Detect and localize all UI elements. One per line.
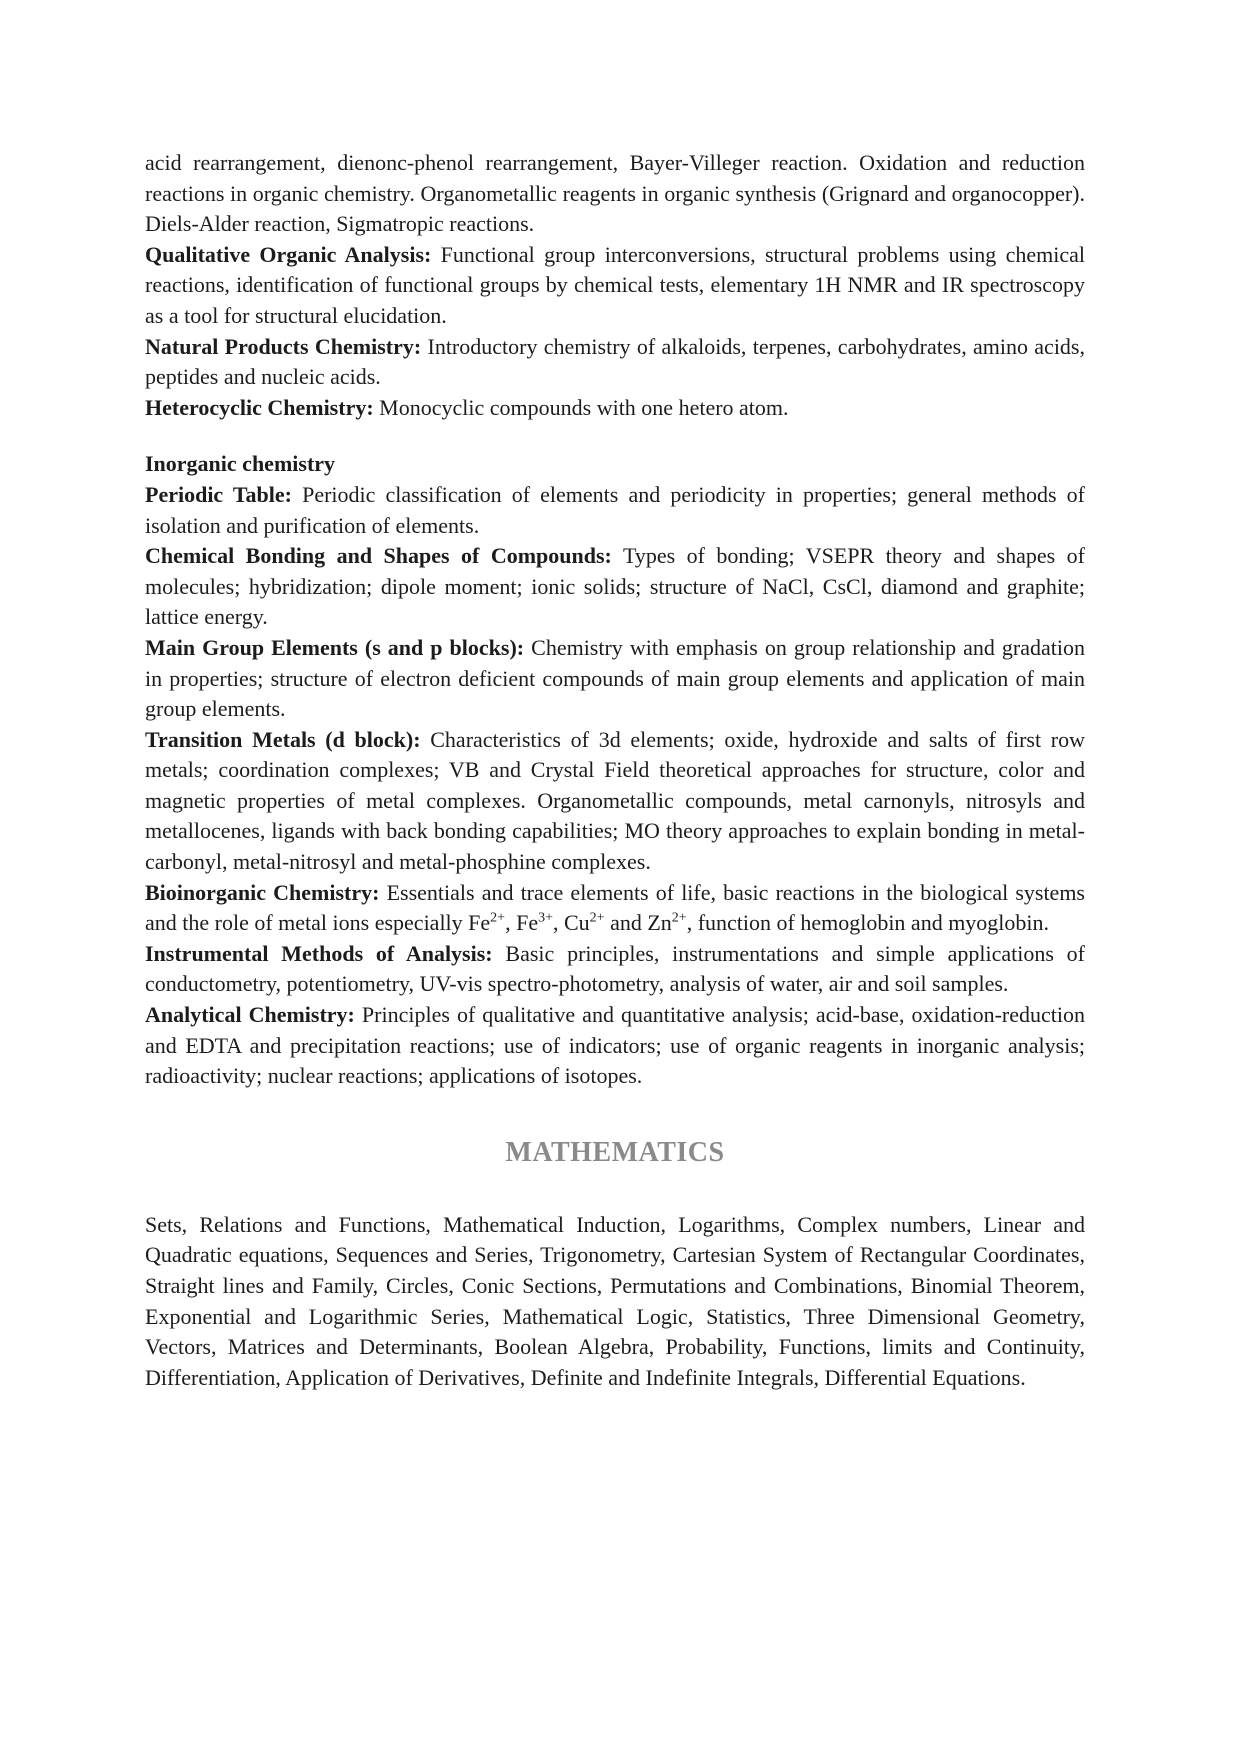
- topic-heading: Instrumental Methods of Analysis:: [145, 940, 493, 966]
- topic-text: Functional group interconversions, structural problems using chemical reactions, identification of functional groups by chemical tests, elementary 1H NMR and IR spectroscopy as a tool for structural elucidation.: [145, 241, 1085, 328]
- topic-heterocyclic-chemistry: [145, 393, 1085, 424]
- mathematics-paragraph: Sets, Relations and Functions, Mathematical Induction, Logarithms, Complex numbers, Linear and Quadratic equations, Sequences and Series, Trigonometry, Cartesian System of Rectangular Coordinates, Straight lines and Family, Circles, Conic Sections, Permutations and Combinations, Binomial Theorem, Exponential and Logarithmic Series, Mathematical Logic, Statistics, Three Dimensional Geometry, Vectors, Matrices and Determinants, Boolean Algebra, Probability, Functions, limits and Continuity, Differentiation, Application of Derivatives, Definite and Indefinite Integrals, Differential Equations.: [145, 1211, 1085, 1390]
- topic-transition-metals: [145, 725, 1085, 878]
- topic-text: Introductory chemistry of alkaloids, terpenes, carbohydrates, amino acids, peptides and nucleic acids.: [145, 333, 1085, 390]
- ion-charge-superscript: 2+: [490, 910, 506, 926]
- topic-chemical-bonding: [145, 541, 1085, 633]
- ion-charge-superscript: 3+: [538, 910, 553, 926]
- topic-main-group-elements: [145, 633, 1085, 725]
- topic-heading: Transition Metals (d block):: [145, 726, 421, 752]
- topic-text: Periodic classification of elements and periodicity in properties; general methods of isolation and purification of elements.: [145, 481, 1085, 538]
- topic-periodic-table: [145, 480, 1085, 541]
- topic-text: , function of hemoglobin and myoglobin.: [686, 910, 1050, 936]
- topic-natural-products-chemistry: [145, 332, 1085, 393]
- ion-charge-superscript: 2+: [589, 910, 605, 926]
- topic-analytical-chemistry: [145, 1000, 1085, 1092]
- topic-qualitative-organic-analysis: [145, 240, 1085, 332]
- section-spacer: [145, 423, 1085, 449]
- topic-heading: Periodic Table:: [145, 481, 292, 507]
- mathematics-title: MATHEMATICS: [505, 1136, 725, 1168]
- topic-text: Basic principles, instrumentations and simple applications of conductometry, potentiometry, UV-vis spectro-photometry, analysis of water, air and soil samples.: [145, 940, 1086, 997]
- topic-bioinorganic-chemistry: [145, 878, 1085, 939]
- topic-heading: Analytical Chemistry:: [145, 1002, 355, 1028]
- topic-heading: Natural Products Chemistry:: [145, 333, 422, 359]
- topic-heading: Bioinorganic Chemistry:: [145, 879, 380, 905]
- topic-text: Types of bonding; VSEPR theory and shapes of molecules; hybridization; dipole moment; ionic solids; structure of NaCl, CsCl, diamond and graphite; lattice energy.: [145, 543, 1085, 630]
- inorganic-section-title: Inorganic chemistry: [145, 451, 336, 477]
- topic-text: and Zn: [604, 910, 672, 936]
- topic-text: , Fe: [505, 910, 539, 936]
- topic-heading: Heterocyclic Chemistry:: [145, 394, 374, 420]
- syllabus-page: [145, 148, 1085, 1393]
- topic-heading: Qualitative Organic Analysis:: [145, 241, 432, 267]
- topic-text: , Cu: [552, 910, 590, 936]
- topic-heading: Main Group Elements (s and p blocks):: [145, 634, 525, 660]
- topic-instrumental-methods: [145, 939, 1085, 1000]
- topic-text: Monocyclic compounds with one hetero atom.: [373, 394, 789, 420]
- topic-heading: Chemical Bonding and Shapes of Compounds:: [145, 543, 612, 569]
- ion-charge-superscript: 2+: [671, 910, 687, 926]
- topic-text: Principles of qualitative and quantitative analysis; acid-base, oxidation-reduction and EDTA and precipitation reactions; use of indicators; use of organic reagents in inorganic analysis; radioactivity; nuclear reactions; applications of isotopes.: [145, 1002, 1085, 1089]
- intro-paragraph: acid rearrangement, dienonc-phenol rearrangement, Bayer-Villeger reaction. Oxidation and reduction reactions in organic chemistry. Organometallic reagents in organic synthesis (Grignard and organocopper). Diels-Alder reaction, Sigmatropic reactions.: [145, 150, 1085, 237]
- topic-text: Chemistry with emphasis on group relationship and gradation in properties; structure of electron deficient compounds of main group elements and application of main group elements.: [145, 634, 1085, 722]
- topic-text: Essentials and trace elements of life, basic reactions in the biological systems and the role of metal ions especially Fe: [145, 879, 1085, 936]
- topic-text: Characteristics of 3d elements; oxide, hydroxide and salts of first row metals; coordination complexes; VB and Crystal Field theoretical approaches for structure, color and magnetic properties of metal complexes. Organometallic compounds, metal carnonyls, nitrosyls and metallocenes, ligands with back bonding capabilities; MO theory approaches to explain bonding in metal-carbonyl, metal-nitrosyl and metal-phosphine complexes.: [145, 726, 1085, 875]
